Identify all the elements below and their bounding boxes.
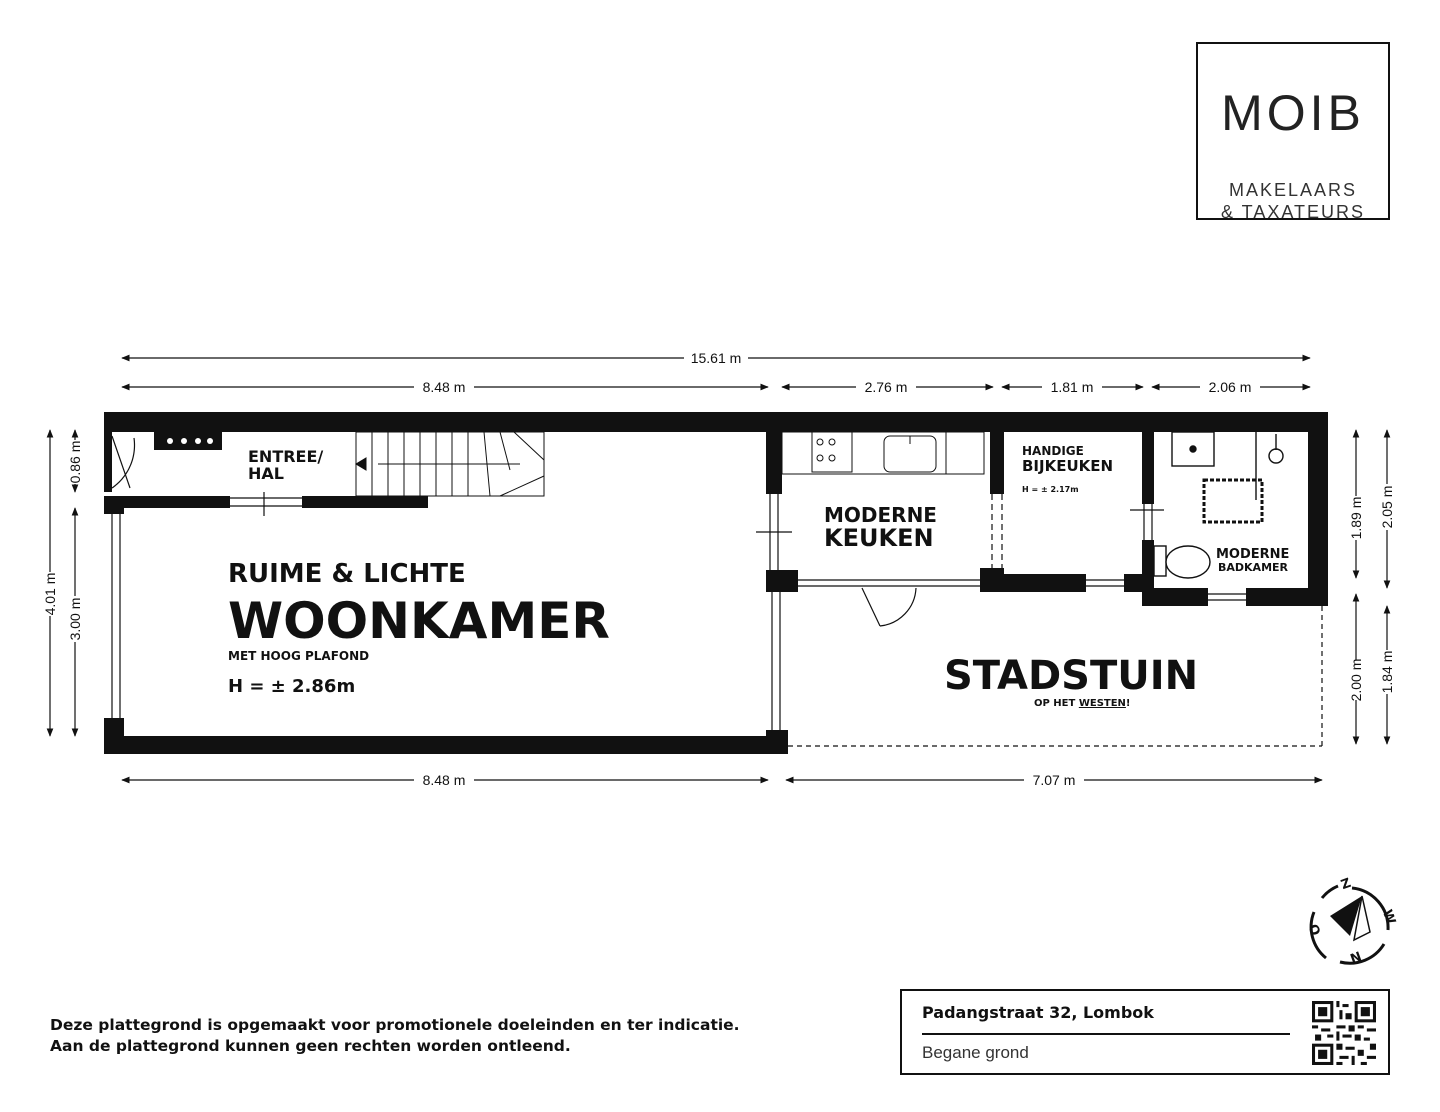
floor-name: Begane grond xyxy=(922,1043,1029,1062)
logo-line-1: MAKELAARS xyxy=(1228,180,1358,200)
dim-left-hal: 0.86 m xyxy=(67,440,83,484)
dim-left-total: 4.01 m xyxy=(42,572,58,616)
label-woonkamer-sub: MET HOOG PLAFOND xyxy=(228,649,370,663)
label-stadstuin: STADSTUIN xyxy=(944,653,1199,699)
disclaimer xyxy=(50,1015,740,1057)
address: Padangstraat 32, Lombok xyxy=(922,1003,1154,1022)
disclaimer-line-2: Aan de plattegrond kunnen geen rechten worden ontleend. xyxy=(50,1037,571,1055)
dim-left-woonkamer: 3.00 m xyxy=(67,597,83,641)
compass-icon xyxy=(1305,876,1398,968)
compass-bottom: N xyxy=(1348,949,1364,968)
label-keuken-2: KEUKEN xyxy=(824,524,934,552)
label-bijkeuken-2: BIJKEUKEN xyxy=(1022,457,1114,475)
label-entree-2: HAL xyxy=(248,464,284,483)
staircase xyxy=(356,432,544,496)
label-entree-1: ENTREE/ xyxy=(248,447,324,466)
label-badkamer-2: BADKAMER xyxy=(1218,561,1288,574)
dim-right-badkamer-outer: 2.05 m xyxy=(1379,485,1395,529)
dim-right-tuin: 2.00 m xyxy=(1348,658,1364,702)
dim-bottom-stadstuin: 7.07 m xyxy=(1032,772,1076,788)
hall-cabinet xyxy=(154,432,222,450)
dim-bottom-woonkamer: 8.48 m xyxy=(422,772,466,788)
dim-top-bijkeuken: 1.81 m xyxy=(1050,379,1094,395)
label-badkamer-1: MODERNE xyxy=(1216,547,1290,562)
compass-top: Z xyxy=(1339,875,1354,894)
logo-line-2: & TAXATEURS xyxy=(1220,202,1366,222)
kitchen-counter xyxy=(782,432,984,474)
compass-left: O xyxy=(1304,922,1323,938)
compass-right: W xyxy=(1379,907,1399,927)
label-bijkeuken-height: H = ± 2.17m xyxy=(1022,485,1079,494)
stadstuin-sub-post: ! xyxy=(1125,698,1131,709)
dim-top-woonkamer: 8.48 m xyxy=(422,379,466,395)
label-woonkamer-height: H = ± 2.86m xyxy=(228,676,356,697)
label-woonkamer: WOONKAMER xyxy=(228,592,610,650)
label-woonkamer-pre: RUIME & LICHTE xyxy=(228,559,466,589)
info-box xyxy=(900,989,1390,1075)
disclaimer-line-1: Deze plattegrond is opgemaakt voor promotionele doeleinden en ter indicatie. xyxy=(50,1016,740,1034)
dim-top-badkamer: 2.06 m xyxy=(1208,379,1252,395)
dim-right-badkamer: 1.89 m xyxy=(1348,496,1364,540)
label-stadstuin-sub xyxy=(1034,698,1130,709)
dim-right-tuin-outer: 1.84 m xyxy=(1379,650,1395,694)
logo-brand: MOIB xyxy=(1221,85,1365,141)
label-bijkeuken-1: HANDIGE xyxy=(1022,444,1084,458)
qr-code-icon[interactable] xyxy=(1312,1001,1376,1065)
dim-top-keuken: 2.76 m xyxy=(864,379,908,395)
stadstuin-sub-west: WESTEN xyxy=(1078,698,1126,709)
stadstuin-sub-pre: OP HET xyxy=(1034,698,1079,709)
dim-total-width: 15.61 m xyxy=(690,350,742,366)
divider xyxy=(922,1033,1290,1035)
label-keuken-1: MODERNE xyxy=(824,503,937,527)
